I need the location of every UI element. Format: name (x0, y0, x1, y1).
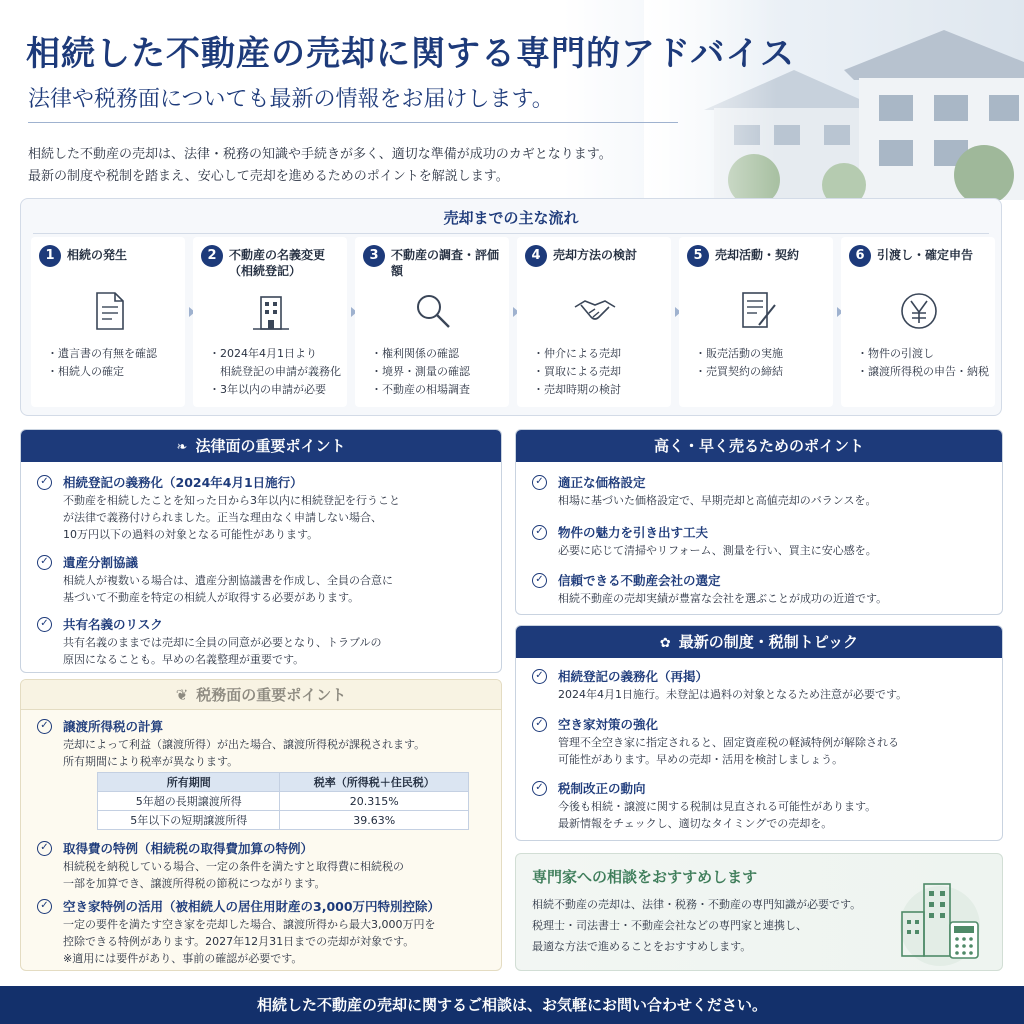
item-title: 物件の魅力を引き出す工夫 (558, 525, 709, 540)
item-text: 共有名義のままでは売却に全員の同意が必要となり、トラブルの (63, 636, 382, 649)
tax-item (37, 898, 489, 967)
tax-card-title: 税務面の重要ポイント (196, 686, 347, 704)
item-text: 原因になることも。早めの名義整理が重要です。 (63, 653, 305, 666)
page-title: 相続した不動産の売却に関する専門的アドバイス (26, 34, 795, 74)
expert-text: 最適な方法で進めることをおすすめします。 (532, 940, 752, 953)
legal-card-title: 法律面の重要ポイント (195, 437, 346, 455)
building-icon (249, 289, 293, 333)
topics-card-header (516, 626, 1002, 658)
item-text: 不動産を相続したことを知った日から3年以内に相続登記を行うこと (63, 494, 400, 507)
step-item: ・売買契約の締結 (695, 365, 783, 378)
calculator-icon (950, 922, 978, 958)
item-text: 一部を加算でき、譲渡所得税の節税につながります。 (63, 877, 326, 890)
item-text: 相続税を納税している場合、一定の条件を満たすと取得費に相続税の (63, 860, 404, 873)
document-icon (87, 289, 131, 333)
topic-item (532, 716, 990, 768)
step-item: ・遺言書の有無を確認 (47, 347, 157, 360)
title-divider (28, 122, 678, 123)
check-icon: ✓ (532, 573, 547, 588)
item-text: 基づいて不動産を特定の相続人が取得する必要があります。 (63, 591, 360, 604)
step-item: ・2024年4月1日より (209, 347, 317, 360)
item-text: が法律で義務付けられました。正当な理由なく申請しない場合、 (63, 511, 382, 524)
handshake-icon (573, 289, 617, 333)
item-text: 売却によって利益（譲渡所得）が出た場合、譲渡所得税が課税されます。 (63, 738, 426, 751)
coin-icon: ❦ (175, 686, 189, 704)
table-cell: 5年以下の短期譲渡所得 (98, 811, 280, 830)
step-item: ・仲介による売却 (533, 347, 621, 360)
step-number: 5 (687, 245, 709, 267)
step-number: 3 (363, 245, 385, 267)
sell-item (532, 474, 990, 509)
tax-item (37, 718, 489, 770)
check-icon: ✓ (532, 669, 547, 684)
legal-item (37, 474, 489, 543)
table-header: 所有期間 (98, 773, 280, 792)
flow-step (193, 237, 347, 407)
flow-step (517, 237, 671, 407)
check-icon: ✓ (37, 841, 52, 856)
flow-divider (33, 233, 989, 234)
tax-item (37, 840, 489, 892)
step-item: ・相続人の確定 (47, 365, 124, 378)
item-title: 税制改正の動向 (558, 781, 646, 796)
check-icon: ✓ (532, 781, 547, 796)
intro-text (28, 144, 612, 188)
item-title: 空き家対策の強化 (558, 717, 659, 732)
item-text: 一定の要件を満たす空き家を売却した場合、譲渡所得から最大3,000万円を (63, 918, 436, 931)
item-text: 10万円以下の過料の対象となる可能性があります。 (63, 528, 319, 541)
expert-title: 専門家への相談をおすすめします (532, 868, 758, 886)
item-title: 相続登記の義務化（2024年4月1日施行） (63, 475, 303, 490)
item-text: 所有期間により税率が異なります。 (63, 755, 239, 768)
tax-card-header (21, 680, 501, 710)
item-text: 今後も相続・譲渡に関する税制は見直される可能性があります。 (558, 800, 877, 813)
expert-text: 税理士・司法書士・不動産会社などの専門家と連携し、 (532, 919, 807, 932)
step-item: ・売却時期の検討 (533, 383, 621, 396)
check-icon: ✓ (37, 899, 52, 914)
flow-step (841, 237, 995, 407)
latest-topics-card (515, 625, 1003, 841)
check-icon: ✓ (37, 555, 52, 570)
item-text: 可能性があります。早めの売却・活用を検討しましょう。 (558, 753, 844, 766)
item-title: 適正な価格設定 (558, 475, 646, 490)
yen-icon (897, 289, 941, 333)
topic-item (532, 668, 990, 703)
item-title: 取得費の特例（相続税の取得費加算の特例） (63, 841, 314, 856)
step-title: 相続の発生 (67, 248, 128, 262)
step-number: 6 (849, 245, 871, 267)
step-title: 売却活動・契約 (715, 248, 800, 262)
item-title: 共有名義のリスク (63, 617, 163, 632)
legal-item (37, 554, 489, 606)
check-icon: ✓ (532, 475, 547, 490)
tax-points-card (20, 679, 502, 971)
intro-line: 最新の制度や税制を踏まえ、安心して売却を進めるためのポイントを解説します。 (28, 169, 509, 184)
flow-title: 売却までの主な流れ (443, 209, 579, 227)
leaf-icon: ❧ (176, 440, 188, 455)
step-number: 2 (201, 245, 223, 267)
expert-text: 相続不動産の売却は、法律・税務・不動産の専門知識が必要です。 (532, 898, 862, 911)
selling-points-card (515, 429, 1003, 615)
intro-line: 相続した不動産の売却は、法律・税務の知識や手続きが多く、適切な準備が成功のカギとなります。 (28, 147, 612, 162)
table-cell: 20.315% (280, 792, 469, 811)
item-text: 管理不全空き家に指定されると、固定資産税の軽減特例が解除される (558, 736, 899, 749)
tax-rate-table (97, 772, 469, 830)
sell-card-header: 高く・早く売るためのポイント (516, 430, 1002, 462)
topic-item (532, 780, 990, 832)
footer-banner: 相続した不動産の売却に関するご相談は、お気軽にお問い合わせください。 (0, 986, 1024, 1024)
table-cell: 39.63% (280, 811, 469, 830)
item-text: 控除できる特例があります。2027年12月31日までの売却が対象です。 (63, 935, 415, 948)
step-title: 不動産の調査・評価額 (391, 248, 500, 278)
step-item: ・3年以内の申請が必要 (209, 383, 326, 396)
step-item: ・権利関係の確認 (371, 347, 459, 360)
item-text: 必要に応じて清掃やリフォーム、測量を行い、買主に安心感を。 (558, 544, 877, 557)
sell-item (532, 524, 990, 559)
table-row (98, 792, 469, 811)
item-text: 相続不動産の売却実績が豊富な会社を選ぶことが成功の近道です。 (558, 592, 888, 605)
topics-card-title: 最新の制度・税制トピック (678, 633, 859, 651)
item-title: 遺産分割協議 (63, 555, 139, 570)
contract-icon (735, 289, 779, 333)
legal-points-card (20, 429, 502, 673)
table-cell: 5年超の長期譲渡所得 (98, 792, 280, 811)
check-icon: ✓ (37, 617, 52, 632)
check-icon: ✓ (532, 525, 547, 540)
item-text: 相続人が複数いる場合は、遺産分割協議書を作成し、全員の合意に (63, 574, 393, 587)
sell-item (532, 572, 990, 607)
item-text: 最新情報をチェックし、適切なタイミングでの売却を。 (558, 817, 833, 830)
step-title: 引渡し・確定申告 (877, 248, 974, 262)
flow-step (679, 237, 833, 407)
flow-step (31, 237, 185, 407)
leaf-icon: ✿ (659, 636, 671, 651)
sale-flow-panel (20, 198, 1002, 416)
check-icon: ✓ (37, 719, 52, 734)
flow-step (355, 237, 509, 407)
step-item: ・買取による売却 (533, 365, 621, 378)
legal-card-header (21, 430, 501, 462)
item-title: 譲渡所得税の計算 (63, 719, 164, 734)
item-title: 信頼できる不動産会社の選定 (558, 573, 721, 588)
office-building-icon (888, 876, 992, 966)
step-item: ・不動産の相場調査 (371, 383, 470, 396)
item-text: 相場に基づいた価格設定で、早期売却と高値売却のバランスを。 (558, 494, 877, 507)
check-icon: ✓ (532, 717, 547, 732)
step-item: ・販売活動の実施 (695, 347, 783, 360)
item-text: 2024年4月1日施行。未登記は過料の対象となるため注意が必要です。 (558, 688, 908, 701)
item-title: 相続登記の義務化（再掲） (558, 669, 709, 684)
check-icon: ✓ (37, 475, 52, 490)
table-header: 税率（所得税＋住民税） (280, 773, 469, 792)
step-item: ・境界・測量の確認 (371, 365, 470, 378)
item-text: ※適用には要件があり、事前の確認が必要です。 (63, 952, 303, 965)
page-subtitle: 法律や税務面についても最新の情報をお届けします。 (28, 87, 554, 112)
step-number: 4 (525, 245, 547, 267)
table-row (98, 811, 469, 830)
expert-consultation-box (515, 853, 1003, 971)
step-item: 相続登記の申請が義務化 (209, 365, 341, 378)
item-title: 空き家特例の活用（被相続人の居住用財産の3,000万円特別控除） (63, 899, 441, 914)
step-title: 不動産の名義変更（相続登記） (229, 248, 326, 278)
legal-item (37, 616, 489, 668)
magnifier-icon (411, 289, 455, 333)
step-title: 売却方法の検討 (553, 248, 638, 262)
step-item: ・譲渡所得税の申告・納税 (857, 365, 989, 378)
step-item: ・物件の引渡し (857, 347, 934, 360)
step-number: 1 (39, 245, 61, 267)
